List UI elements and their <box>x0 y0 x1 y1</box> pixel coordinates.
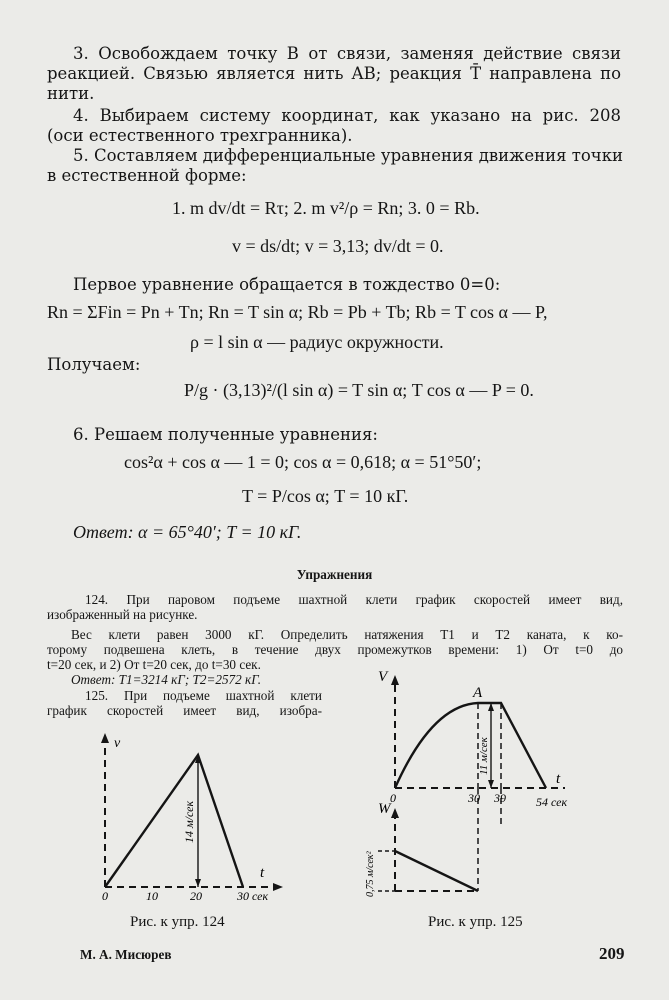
equation-3: Rn = ΣFin = Pn + Tn; Rn = T sin α; Rb = Pb + Tb; Rb = T cos α — P, <box>47 302 548 322</box>
v-axis-arrow <box>391 675 399 685</box>
text-line: реакцией. Связью является нить AB; реакция T̄ направлена по <box>47 64 621 83</box>
peak-value-label: 11 м/сек <box>478 737 490 775</box>
text-line: график скоростей имеет вид, изобра- <box>47 703 322 718</box>
acceleration-line <box>395 851 478 891</box>
author: М. А. Мисюрев <box>80 947 172 962</box>
paragraph-4 <box>47 106 621 146</box>
t-axis-arrow <box>273 883 283 891</box>
tick-label: 0 <box>390 791 396 805</box>
exercise-125 <box>47 688 322 718</box>
text-line: торому подвешена клеть, в течение двух промежутков времени: 1) От t=0 до <box>47 642 623 657</box>
dimension-arrow-bottom <box>195 879 201 887</box>
v-axis-label: v <box>114 736 121 751</box>
text-line: t=20 сек, и 2) От t=20 сек, до t=30 сек. <box>47 657 261 672</box>
paragraph-5 <box>47 146 624 186</box>
v-axis-arrow <box>101 733 109 743</box>
w-axis-arrow <box>391 808 399 818</box>
text-line: Получаем: <box>47 355 141 374</box>
text-line: в естественной форме: <box>47 166 247 185</box>
text-line: 3. Освобождаем точку B от связи, заменяя действие связи <box>73 44 621 63</box>
velocity-line <box>105 755 243 887</box>
velocity-curve <box>395 703 546 788</box>
point-label: A <box>473 685 483 701</box>
answer: Ответ: α = 65°40′; T = 10 кГ. <box>73 522 302 542</box>
figure-124 <box>80 725 300 905</box>
text-line: Первое уравнение обращается в тождество 0=0: <box>73 275 501 294</box>
tick-label: 0 <box>102 889 108 903</box>
dimension-arrow-bottom <box>488 780 494 788</box>
w-axis-label: W <box>378 801 391 817</box>
text-line: 5. Составляем дифференциальные уравнения движения точки <box>73 146 624 165</box>
exercise-124-answer: Ответ: T1=3214 кГ; T2=2572 кГ. <box>71 672 261 687</box>
paragraph-3 <box>47 44 621 104</box>
equation-5: P/g · (3,13)²/(l sin α) = T sin α; T cos α — P = 0. <box>184 380 534 400</box>
equation-2: v = ds/dt; v = 3,13; dv/dt = 0. <box>232 236 444 256</box>
tick-label: 20 <box>190 889 202 903</box>
t-axis-label: t <box>556 771 561 787</box>
t-axis-label: t <box>260 865 265 881</box>
text-line: 125. При подъеме шахтной клети <box>85 688 322 703</box>
equation-6: cos²α + cos α — 1 = 0; cos α = 0,618; α = 51°50′; <box>124 452 482 472</box>
text-line: 4. Выбираем систему координат, как указано на рис. 208 <box>73 106 621 125</box>
text-line: нити. <box>47 84 95 103</box>
peak-value-label: 14 м/сек <box>182 800 196 843</box>
dimension-arrow-top <box>488 703 494 711</box>
equation-4: ρ = l sin α — радиус окружности. <box>190 332 444 352</box>
text-line: (оси естественного трехгранника). <box>47 126 353 145</box>
figure-125-caption: Рис. к упр. 125 <box>428 914 523 930</box>
text-line: 124. При паровом подъеме шахтной клети график скоростей имеет вид, <box>85 592 623 607</box>
tick-label: 54 сек <box>536 795 568 809</box>
figure-124-caption: Рис. к упр. 124 <box>130 914 225 930</box>
tick-label: 30 сек <box>237 889 269 903</box>
tick-label: 10 <box>146 889 158 903</box>
text-line: 6. Решаем полученные уравнения: <box>73 425 378 444</box>
section-heading: Упражнения <box>296 567 373 582</box>
equation-1: 1. m dv/dt = Rτ; 2. m v²/ρ = Rn; 3. 0 = Rb. <box>172 198 480 218</box>
exercise-124 <box>47 592 623 672</box>
figure-125 <box>360 665 600 910</box>
v-axis-label: V <box>378 669 388 685</box>
equation-7: T = P/cos α; T = 10 кГ. <box>242 486 409 506</box>
tick-label: 30 <box>468 791 480 805</box>
w-value-label: 0,75 м/сек² <box>365 851 376 897</box>
text-line: изображенный на рисунке. <box>47 607 198 622</box>
page-number: 209 <box>599 944 625 963</box>
text-line: Вес клети равен 3000 кГ. Определить натяжения T1 и T2 каната, к ко- <box>71 627 623 642</box>
tick-label: 39 <box>494 791 506 805</box>
